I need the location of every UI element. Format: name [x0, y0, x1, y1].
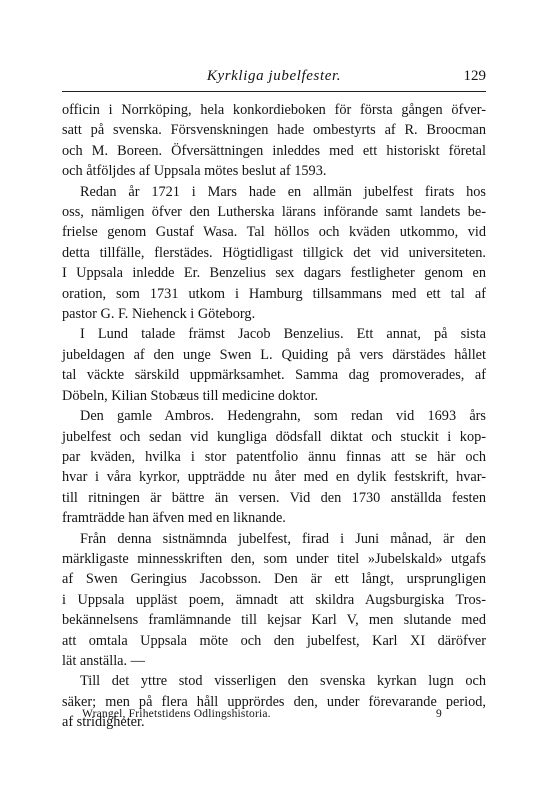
header-rule	[62, 91, 486, 92]
text-line: detta tillfälle, flerstädes. Högtidligast tillgick det vid universiteten.	[62, 244, 486, 261]
text-line: Den gamle Ambros. Hedengrahn, som redan vid 1693 års	[80, 408, 486, 425]
text-line: att omtala Uppsala möte och den jubelfest, Karl XI däröfver	[62, 632, 486, 649]
text-line: till ritningen är bättre än versen. Vid den 1730 anställda festen	[62, 489, 486, 506]
text-line: bekännelsens framlämnande till kejsar Karl V, men slutande med	[62, 612, 486, 629]
text-line: pastor G. F. Niehenck i Göteborg.	[62, 306, 256, 323]
text-line: oss, nämligen öfver den Lutherska lärans införande samt landets be-	[62, 204, 486, 221]
text-line: tal väckte särskild uppmärksamhet. Samma dag promoverades, af	[62, 367, 486, 384]
page-number: 129	[463, 68, 486, 84]
text-line: och M. Boreen. Öfversättningen inleddes med ett historiskt företal	[62, 142, 486, 159]
text-line: af stridigheter.	[62, 714, 145, 731]
text-line: jubeldagen af den unge Swen L. Quiding på vers därstädes hållet	[62, 346, 486, 363]
text-line: lät anställa. —	[62, 652, 145, 669]
signature-mark: 9	[436, 708, 442, 720]
text-line: I Uppsala inledde Er. Benzelius sex dagars festligheter genom en	[62, 265, 486, 282]
text-line: Redan år 1721 i Mars hade en allmän jubelfest firats hos	[80, 183, 486, 200]
text-line: Till det yttre stod visserligen den svenska kyrkan lugn och	[80, 673, 486, 690]
text-line: Döbeln, Kilian Stobæus till medicine doktor.	[62, 387, 319, 404]
text-line: frielse genom Gustaf Wasa. Tal höllos och kväden utkommo, vid	[62, 224, 486, 241]
text-line: och åtföljdes af Uppsala mötes beslut af 1593.	[62, 163, 327, 180]
text-line: jubelfest och sedan vid kungliga dödsfall diktat och stuckit i kop-	[62, 428, 486, 445]
text-line: satt på svenska. Försvenskningen hade ombestyrts af R. Broocman	[62, 122, 486, 139]
footer-source: Wrangel, Frihetstidens Odlingshistoria.	[82, 708, 271, 720]
body-text	[62, 100, 486, 733]
text-line: I Lund talade främst Jacob Benzelius. Ett annat, på sista	[80, 326, 486, 343]
text-line: par kväden, hvilka i stor patentfolio ännu finnas att se här och	[62, 448, 486, 465]
page-header	[62, 68, 486, 90]
running-title: Kyrkliga jubelfester.	[206, 68, 342, 84]
text-line: märkligaste minnesskriften den, som under titel »Jubelskald» utgafs	[62, 550, 486, 567]
text-line: i Uppsala uppläst poem, ämnadt att skildra Augsburgiska Tros-	[62, 591, 486, 608]
text-line: hvar i våra kyrkor, uppträdde nu åter med en dylik festskrift, hvar-	[62, 469, 486, 486]
text-line: officin i Norrköping, hela konkordieboken för första gången öfver-	[62, 102, 486, 118]
text-line: Från denna sistnämnda jubelfest, firad i Juni månad, är den	[80, 530, 486, 547]
page-footer	[82, 708, 442, 720]
text-line: af Swen Geringius Jacobsson. Den är ett långt, ursprungligen	[62, 571, 486, 588]
text-line: oration, som 1731 utkom i Hamburg tillsammans med ett tal af	[62, 285, 486, 302]
text-line: säker; men på flera håll upprördes den, under förevarande period,	[62, 693, 486, 710]
text-line: framträdde han äfven med en liknande.	[62, 510, 286, 527]
